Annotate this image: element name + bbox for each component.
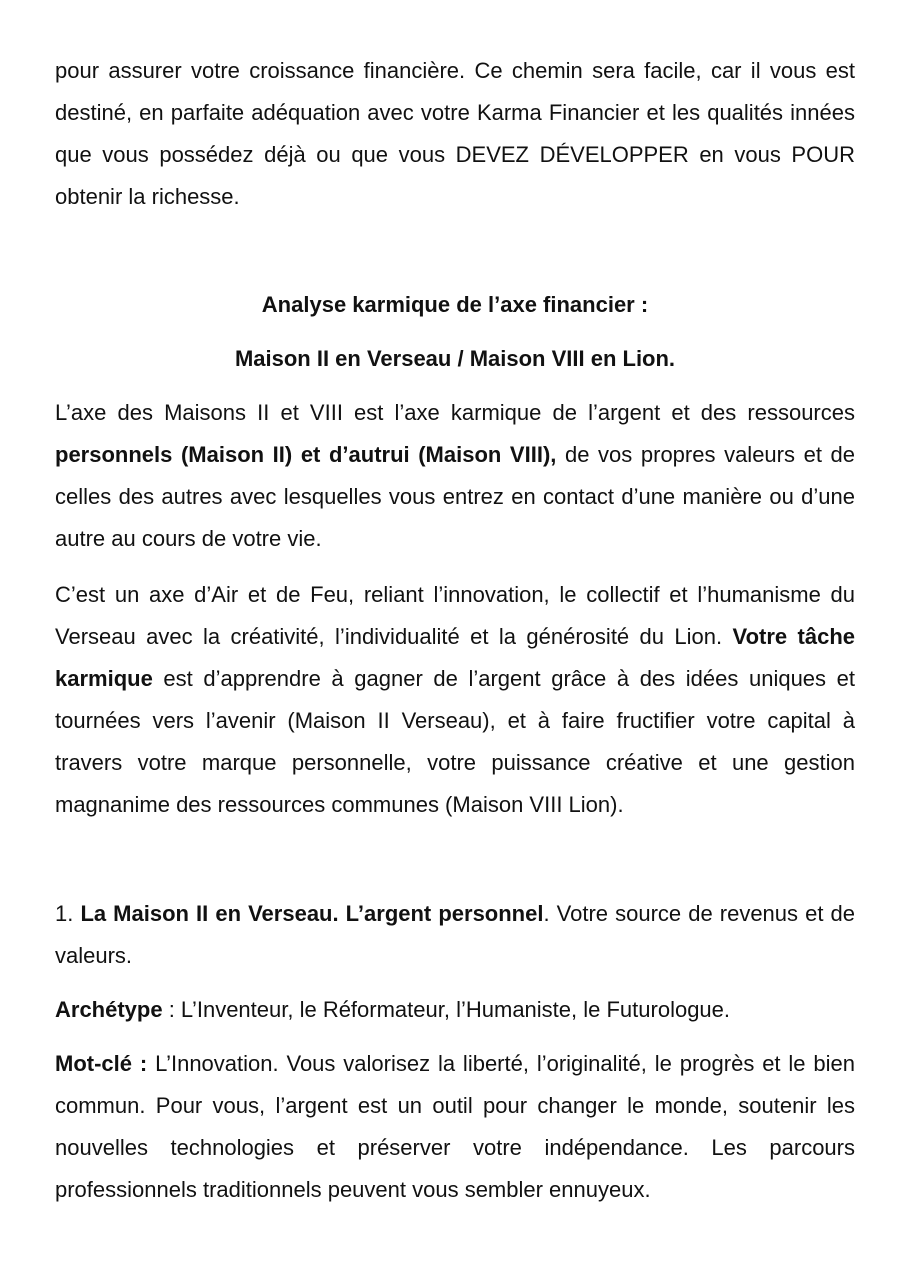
axe-bold-text: personnels (Maison II) et d’autrui (Maison VIII), bbox=[55, 442, 557, 467]
archetype-label: Archétype bbox=[55, 997, 163, 1022]
section-title: Analyse karmique de l’axe financier : bbox=[261, 292, 649, 317]
air-text-2: est d’apprendre à gagner de l’argent grâce à des idées uniques et tournées vers l’avenir (Maison II Verseau), et à faire fructifier votre capital à travers votre marque personnelle, votre puissance créative et une gestion magnanime des ressources communes (Maison VIII Lion). bbox=[55, 666, 855, 817]
air-bold-text: Votre tâche karmique bbox=[55, 624, 855, 691]
motcle-text: L’Innovation. Vous valorisez la liberté, l’originalité, le progrès et le bien commun. Pour vous, l’argent est un outil pour changer le monde, soutenir les nouvelles technologies et préserver votre indépendance. Les parcours professionnels traditionnels peuvent vous sembler ennuyeux. bbox=[55, 1051, 855, 1202]
motcle-label: Mot-clé : bbox=[55, 1051, 148, 1076]
archetype-paragraph bbox=[55, 989, 855, 1031]
maison2-bold-title: La Maison II en Verseau. L’argent personnel bbox=[80, 901, 544, 926]
air-text-1: C’est un axe d’Air et de Feu, reliant l’innovation, le collectif et l’humanisme du Verseau avec la créativité, l’individualité et la générosité du Lion. bbox=[55, 582, 855, 649]
maison2-number: 1. bbox=[55, 901, 81, 926]
section-subtitle: Maison II en Verseau / Maison VIII en Lion. bbox=[234, 346, 676, 371]
intro-text: pour assurer votre croissance financière. Ce chemin sera facile, car il vous est destiné, en parfaite adéquation avec votre Karma Financier et les qualités innées que vous possédez déjà ou que vous DEVEZ DÉVELOPPER en vous POUR obtenir la richesse. bbox=[55, 58, 855, 209]
maison2-heading bbox=[55, 893, 855, 977]
axe-text-1: L’axe des Maisons II et VIII est l’axe karmique de l’argent et des ressources bbox=[55, 400, 855, 425]
axe-paragraph bbox=[55, 392, 855, 560]
intro-paragraph bbox=[55, 50, 855, 218]
motcle-paragraph bbox=[55, 1043, 855, 1211]
axe-text-2: de vos propres valeurs et de celles des autres avec lesquelles vous entrez en contact d’une manière ou d’une autre au cours de votre vie. bbox=[55, 442, 855, 551]
archetype-text: : L’Inventeur, le Réformateur, l’Humaniste, le Futurologue. bbox=[162, 997, 731, 1022]
air-paragraph bbox=[55, 574, 855, 826]
maison2-rest: . Votre source de revenus et de valeurs. bbox=[55, 901, 855, 968]
